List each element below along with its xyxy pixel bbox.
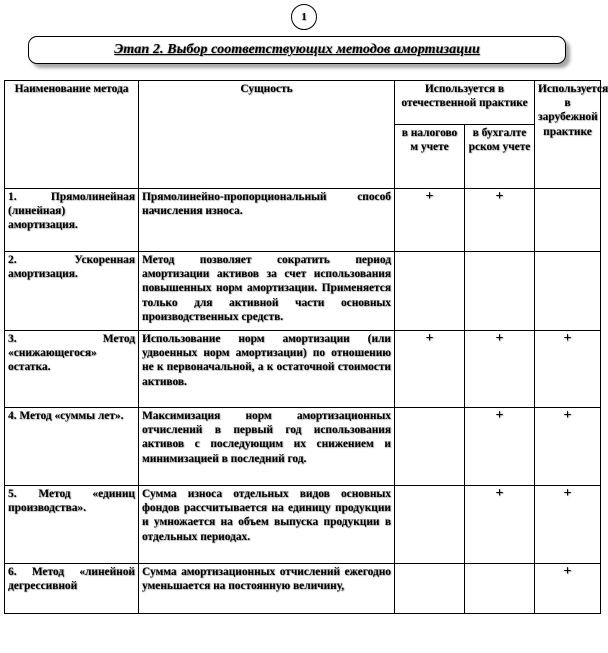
foreign-mark-cell: + (535, 564, 601, 614)
method-name-cell: 2. Ускоренная амортизация. (5, 252, 139, 331)
tax-mark-cell: + (395, 331, 465, 408)
accounting-mark-cell: + (465, 331, 535, 408)
tax-mark-cell (395, 564, 465, 614)
table-row (5, 486, 601, 564)
header-foreign-practice: Используется в зарубежной практике (535, 81, 601, 189)
tax-mark-cell: + (395, 189, 465, 252)
foreign-mark-cell: + (535, 331, 601, 408)
foreign-mark-cell (535, 189, 601, 252)
accounting-mark-cell: + (465, 486, 535, 564)
foreign-mark-cell (535, 252, 601, 331)
table-row (5, 331, 601, 408)
header-essence: Сущность (139, 81, 395, 189)
accounting-mark-cell: + (465, 408, 535, 486)
header-method-name: Наименование метода (5, 81, 139, 189)
foreign-mark-cell: + (535, 408, 601, 486)
method-essence-cell: Прямолинейно-пропорциональный способ начисления износа. (139, 189, 395, 252)
method-essence-cell: Использование норм амортизации (или удвоенных норм амортизации) по отношению не к первоначальной, а к остаточной стоимости активов. (139, 331, 395, 408)
method-essence-cell: Сумма амортизационных отчислений ежегодно уменьшается на постоянную величину, (139, 564, 395, 614)
tax-mark-cell (395, 408, 465, 486)
page-number-badge: 1 (291, 4, 317, 30)
table-row (5, 408, 601, 486)
stage-title-banner: Этап 2. Выбор соответствующих методов амортизации (28, 36, 566, 64)
method-name-cell: 3. Метод «снижающегося» остатка. (5, 331, 139, 408)
table-row (5, 564, 601, 614)
table-row (5, 189, 601, 252)
method-name-cell: 6. Метод «линейной дегрессивной (5, 564, 139, 614)
tax-mark-cell (395, 252, 465, 331)
accounting-mark-cell (465, 252, 535, 331)
tax-mark-cell (395, 486, 465, 564)
header-domestic-practice: Используется в отечественной практике (395, 81, 535, 125)
method-essence-cell: Сумма износа отдельных видов основных фондов рассчитывается на единицу продукции и умножается на объем выпуска продукции в отдельных периодах. (139, 486, 395, 564)
depreciation-methods-table (4, 80, 608, 614)
table-row (5, 252, 601, 331)
method-essence-cell: Максимизация норм амортизационных отчислений в первый год использования активов с последующим их снижением и минимизацией в последний год. (139, 408, 395, 486)
method-name-cell: 4. Метод «суммы лет». (5, 408, 139, 486)
method-name-cell: 5. Метод «единиц производства». (5, 486, 139, 564)
foreign-mark-cell: + (535, 486, 601, 564)
accounting-mark-cell (465, 564, 535, 614)
method-name-cell: 1. Прямолинейная (линейная) амортизация. (5, 189, 139, 252)
method-essence-cell: Метод позволяет сократить период амортизации активов за счет использования повышенных норм амортизации. Применяется только для активной части основных производственных средств. (139, 252, 395, 331)
header-tax-accounting: в налогово м учете (395, 125, 465, 189)
accounting-mark-cell: + (465, 189, 535, 252)
header-financial-accounting: в бухгалте рском учете (465, 125, 535, 189)
